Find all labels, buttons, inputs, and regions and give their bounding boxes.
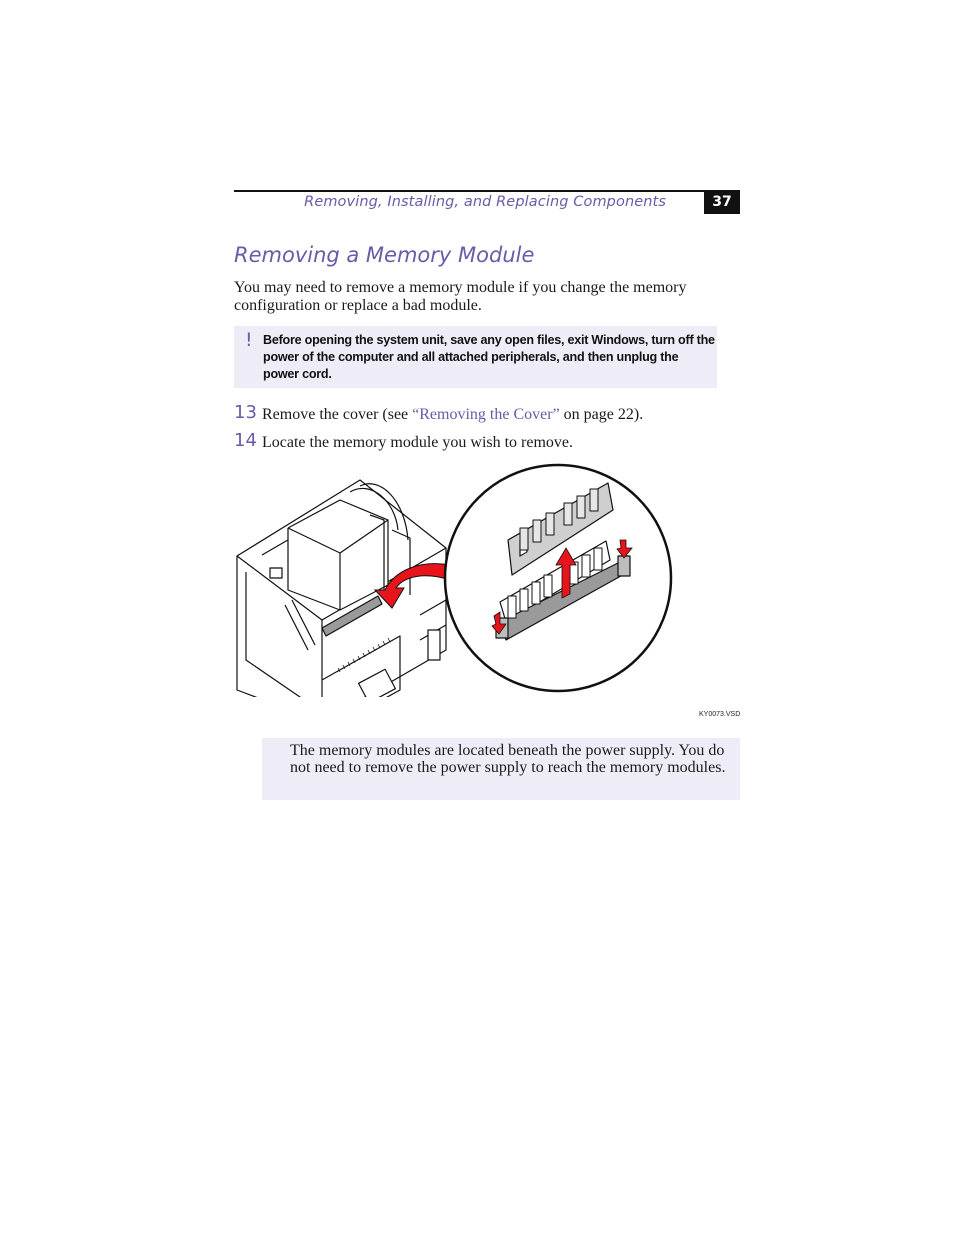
step-number: 13 [234,402,257,423]
section-title: Removing a Memory Module [234,243,535,267]
warning-text: Before opening the system unit, save any open files, exit Windows, turn off the power of the computer and all attached peripherals, and then unplug the power cord. [263,333,715,381]
step-text [262,406,643,424]
step-number: 14 [234,430,257,451]
note-callout [262,738,740,800]
memory-module-illustration [234,462,676,697]
step-text-before: Remove the cover (see [262,406,413,423]
running-head: Removing, Installing, and Replacing Components [304,194,666,210]
warning-callout [234,326,717,388]
exclamation-icon: ! [245,329,253,351]
note-text: The memory modules are located beneath the power supply. You do not need to remove the power supply to reach the memory modules. [290,742,726,776]
page-number: 37 [704,190,740,214]
intro-paragraph: You may need to remove a memory module if you change the memory configuration or replace a bad module. [234,279,687,314]
header-rule [234,190,740,192]
step-text: Locate the memory module you wish to remove. [262,434,574,451]
removing-the-cover-link[interactable]: “Removing the Cover” [412,406,560,423]
step-text-after: on page 22). [559,406,644,423]
figure-id: KY0073.VSD [699,711,741,718]
